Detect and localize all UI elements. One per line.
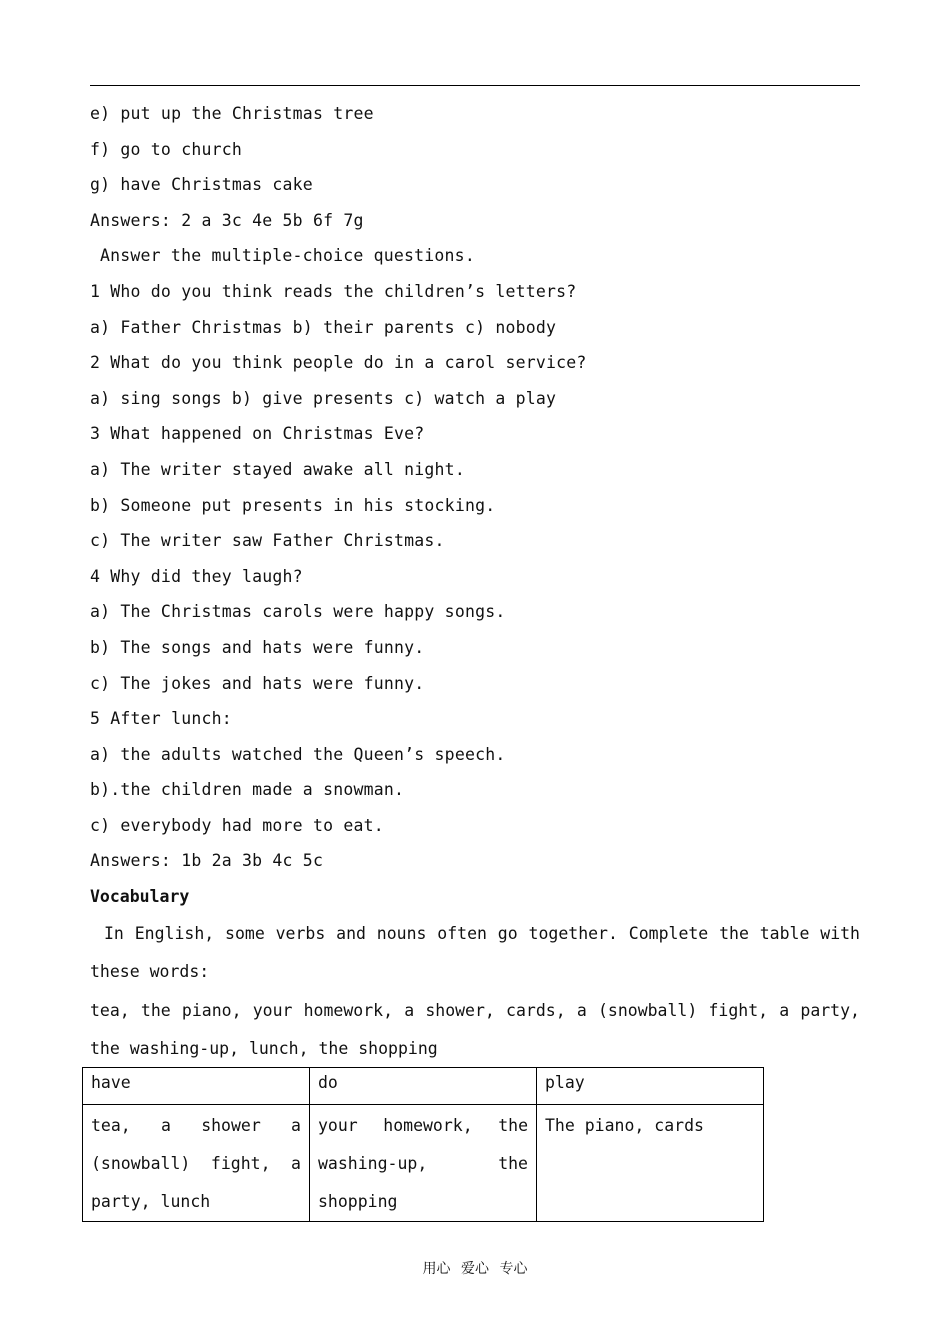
question-line: 4 Why did they laugh? [90,566,303,586]
exercise-line: g) have Christmas cake [90,175,313,195]
word-list: tea, the piano, your homework, a shower, cards, a (snowball) fight, a party, the washing-up, lunch, the shopping [90,1000,860,1059]
cell-do: your homework, the washing-up, the shopping [310,1105,537,1222]
question-line: c) The jokes and hats were funny. [90,673,425,693]
question-line: 1 Who do you think reads the children’s letters? [90,281,577,301]
vocabulary-heading: Vocabulary [90,887,190,907]
question-line: b) Someone put presents in his stocking. [90,495,496,515]
vocabulary-table [82,1067,764,1222]
question-line: a) The Christmas carols were happy songs. [90,602,506,622]
question-line: a) Father Christmas b) their parents c) nobody [90,317,557,337]
answers-line: Answers: 2 a 3c 4e 5b 6f 7g [90,210,364,230]
question-line: 3 What happened on Christmas Eve? [90,424,425,444]
instruction: Answer the multiple-choice questions. [100,246,475,266]
question-line: b) The songs and hats were funny. [90,637,425,657]
question-line: a) sing songs b) give presents c) watch a play [90,388,557,408]
table-header-row [83,1068,764,1105]
document-body [90,96,860,1069]
cell-have: tea, a shower a (snowball) fight, a party, lunch [83,1105,310,1222]
table-row [83,1105,764,1222]
cell-play: The piano, cards [537,1105,764,1222]
exercise-line: f) go to church [90,139,243,159]
question-line: c) everybody had more to eat. [90,815,384,835]
question-line: b).the children made a snowman. [90,780,405,800]
header-rule [90,85,860,86]
answers-line: Answers: 1b 2a 3b 4c 5c [90,851,324,871]
column-header-have: have [83,1068,310,1105]
question-line: a) The writer stayed awake all night. [90,459,465,479]
column-header-do: do [310,1068,537,1105]
exercise-line: e) put up the Christmas tree [90,104,374,123]
column-header-play: play [537,1068,764,1105]
question-line: 2 What do you think people do in a carol service? [90,353,587,373]
question-line: c) The writer saw Father Christmas. [90,531,445,551]
vocabulary-intro: In English, some verbs and nouns often go together. Complete the table with these words: [90,923,860,982]
question-line: a) the adults watched the Queen’s speech. [90,744,506,764]
question-line: 5 After lunch: [90,709,232,729]
page-footer: 用心 爱心 专心 [422,1261,528,1277]
